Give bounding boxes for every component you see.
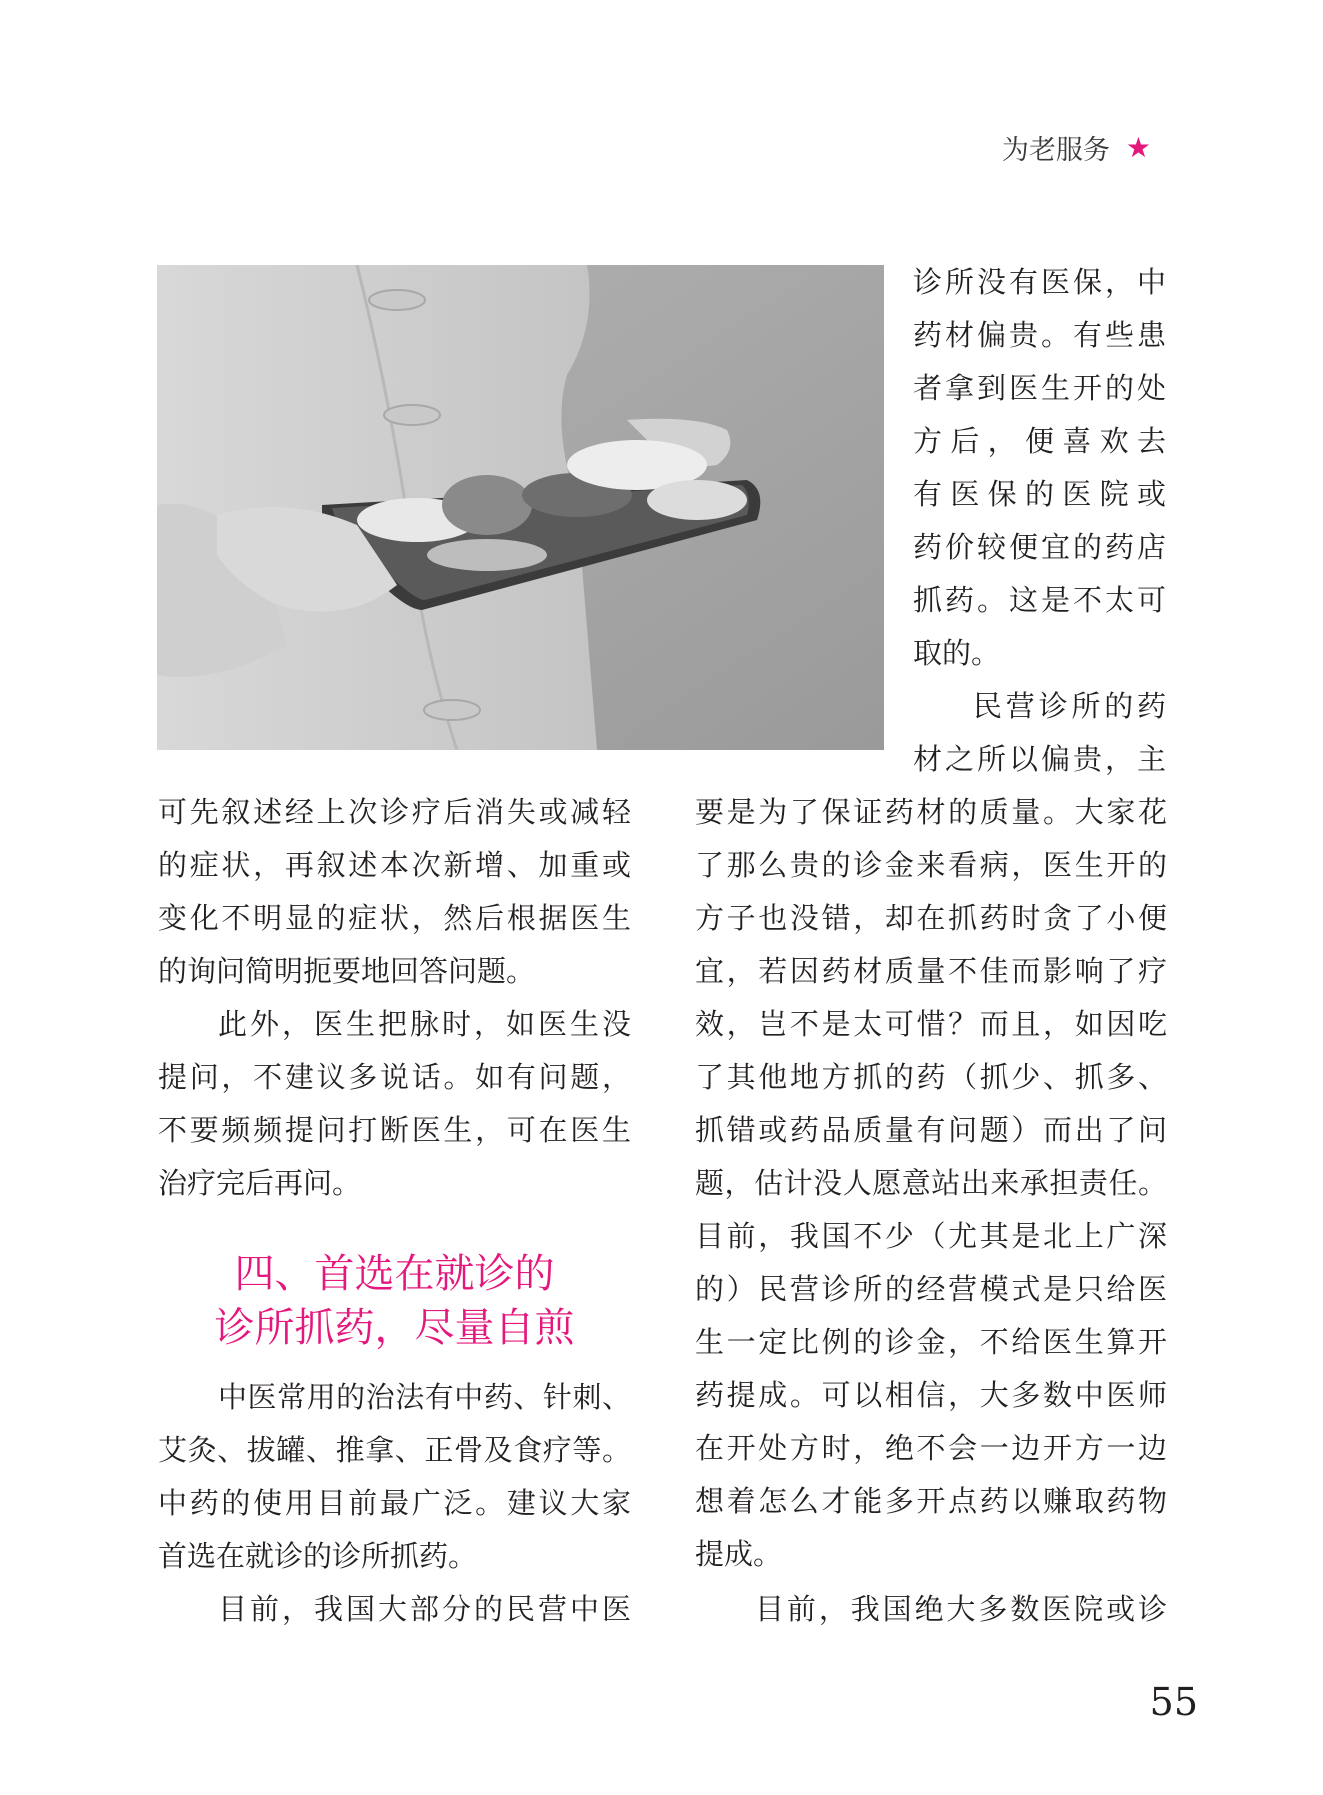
text-line: 生一定比例的诊金，不给医生算开	[695, 1325, 1167, 1359]
text-line: 了那么贵的诊金来看病，医生开的	[695, 848, 1167, 882]
text-line: 材之所以偏贵，主	[913, 742, 1166, 776]
text-line: 宜，若因药材质量不佳而影响了疗	[695, 954, 1167, 988]
page-number: 55	[1149, 1680, 1198, 1724]
section-heading-line-2: 诊所抓药，尽量自煎	[214, 1305, 575, 1351]
text-line: 艾灸、拔罐、推拿、正骨及食疗等。	[158, 1433, 631, 1467]
text-line: 的询问简明扼要地回答问题。	[158, 954, 536, 988]
star-icon: ★	[1125, 131, 1151, 164]
text-line: 取的。	[913, 636, 1001, 670]
text-line: 了其他地方抓的药（抓少、抓多、	[695, 1060, 1167, 1094]
text-line: 药材偏贵。有些患	[913, 318, 1166, 352]
text-line: 想着怎么才能多开点药以赚取药物	[695, 1484, 1167, 1518]
text-line: 不要频频提问打断医生，可在医生	[158, 1113, 631, 1147]
text-line: 此外，医生把脉时，如医生没	[218, 1007, 631, 1041]
herbal-medicine-tray-illustration	[157, 265, 884, 750]
text-line: 中医常用的治法有中药、针刺、	[218, 1380, 631, 1414]
text-line: 可先叙述经上次诊疗后消失或减轻	[158, 795, 631, 829]
text-line: 治疗完后再问。	[158, 1166, 362, 1200]
running-header	[1002, 128, 1151, 167]
text-line: 中药的使用目前最广泛。建议大家	[158, 1486, 631, 1520]
text-line: 抓药。这是不太可	[913, 583, 1166, 617]
text-line: 民营诊所的药	[973, 689, 1166, 723]
text-line: 提问，不建议多说话。如有问题，	[158, 1060, 631, 1094]
text-line: 效，岂不是太可惜？而且，如因吃	[695, 1007, 1167, 1041]
text-line: 提成。	[695, 1537, 783, 1571]
text-line: 方子也没错，却在抓药时贪了小便	[695, 901, 1167, 935]
section-heading-line-1: 四、首选在就诊的	[234, 1251, 555, 1297]
text-line: 药价较便宜的药店	[913, 530, 1166, 564]
text-line: 要是为了保证药材的质量。大家花	[695, 795, 1167, 829]
text-line: 题，估计没人愿意站出来承担责任。	[695, 1166, 1167, 1200]
herbal-medicine-photo	[157, 265, 884, 750]
text-line: 者拿到医生开的处	[913, 371, 1166, 405]
text-line: 方后，便喜欢去	[913, 424, 1166, 458]
text-line: 变化不明显的症状，然后根据医生	[158, 901, 631, 935]
text-line: 药提成。可以相信，大多数中医师	[695, 1378, 1167, 1412]
text-line: 在开处方时，绝不会一边开方一边	[695, 1431, 1167, 1465]
text-line: 首选在就诊的诊所抓药。	[158, 1539, 478, 1573]
text-line: 有医保的医院或	[913, 477, 1166, 511]
text-line: 目前，我国绝大多数医院或诊	[755, 1592, 1167, 1626]
text-line: 抓错或药品质量有问题）而出了问	[695, 1113, 1167, 1147]
text-line: 的）民营诊所的经营模式是只给医	[695, 1272, 1167, 1306]
section-title: 为老服务	[1001, 135, 1110, 166]
text-line: 目前，我国大部分的民营中医	[218, 1592, 631, 1626]
text-line: 目前，我国不少（尤其是北上广深	[695, 1219, 1167, 1253]
text-line: 诊所没有医保，中	[913, 265, 1166, 299]
text-line: 的症状，再叙述本次新增、加重或	[158, 848, 631, 882]
